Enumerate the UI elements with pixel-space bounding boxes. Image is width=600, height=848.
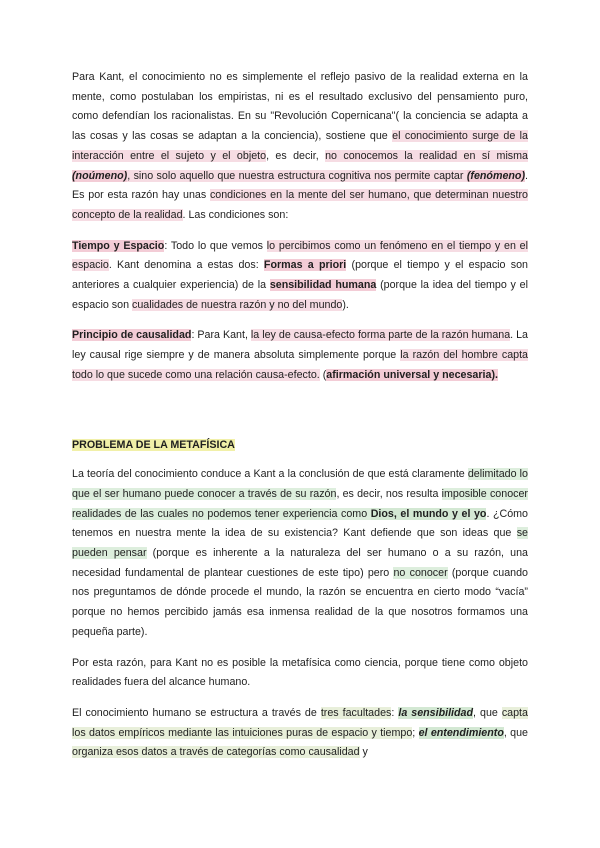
bold-highlight-fenomeno: (fenómeno) — [466, 169, 526, 182]
paragraph-facultades — [72, 704, 528, 763]
text: ( — [319, 368, 327, 381]
highlight-green: tres facultades — [320, 706, 392, 719]
highlight-green: se pueden pensar — [72, 527, 528, 560]
highlight-green: organiza esos datos a través de categorías como causalidad — [72, 746, 360, 759]
highlight-green: delimitado lo que el ser humano puede conocer a través de su razón — [72, 468, 528, 500]
text: . Es por esta razón hay unas — [72, 169, 528, 202]
highlight-green: no conocer — [393, 566, 448, 579]
text: . Kant denomina a estas dos: — [108, 259, 264, 272]
paragraph-conclusion: Por esta razón, para Kant no es posible la metafísica como ciencia, porque tiene como objeto realidades fuera del alcance humano. — [72, 656, 528, 689]
highlight-pink: cualidades de nuestra razón y no del mundo — [132, 298, 343, 311]
text: (porque cuando nos preguntamos de dónde procede el mundo, la razón se encuentra en cierto modo “vacía” porque no hemos percibido jamás esa inmensa realidad de la que nosotros formamos una pequeña parte). — [72, 566, 528, 638]
text: (porque la idea del tiempo y el espacio son — [72, 279, 528, 311]
highlight-pink: no conocemos la realidad en sí misma — [325, 149, 529, 162]
bold-highlight-afirmacion: afirmación universal y necesaria). — [326, 368, 498, 381]
text: , es decir, — [266, 149, 326, 162]
highlight-pink: lo percibimos como un fenómeno en el tiempo y en el espacio — [72, 239, 528, 272]
text: : — [391, 706, 399, 719]
text: ; — [412, 726, 419, 739]
highlight-pink: la razón del hombre capta todo lo que sucede como una relación causa-efecto. — [72, 349, 528, 381]
text: , que — [503, 726, 528, 739]
document-page — [72, 68, 528, 763]
text: ). — [342, 298, 349, 311]
bold-highlight-sensibilidad-humana: sensibilidad humana — [269, 279, 377, 292]
highlight-pink: el conocimiento surge de la interacción entre el sujeto y el objeto — [72, 130, 528, 162]
text: : Para Kant, — [191, 329, 251, 342]
text: . La ley causal rige siempre y de manera absoluta simplemente porque — [72, 329, 529, 362]
highlight-pink: condiciones en la mente del ser humano, que determinan nuestro concepto de la realidad — [72, 189, 528, 221]
paragraph-kant-knowledge — [72, 68, 528, 226]
text: El conocimiento humano se estructura a través de — [72, 706, 321, 719]
text: Para Kant, el conocimiento no es simplemente el reflejo pasivo de la realidad externa en la mente, como postulaban los empiristas, ni es el resultado exclusivo del pensamiento puro, como defendían los racionalistas. En su "Revolución Copernicana"( la conciencia se adapta a las cosas y las cosas se adaptan a la conciencia), sostiene que — [72, 71, 528, 143]
paragraph-metafisica — [72, 465, 528, 642]
highlight-pink: , sino solo aquello que nuestra estructura cognitiva nos permite captar — [127, 169, 467, 182]
highlight-green: imposible conocer realidades de las cuales no podemos tener experiencia como — [72, 487, 528, 520]
text: . ¿Cómo tenemos en nuestra mente la idea de su existencia? Kant defiende que son ideas que — [72, 507, 528, 540]
highlight-green: capta los datos empíricos mediante las intuiciones puras de espacio y tiempo — [72, 706, 528, 739]
text: : Todo lo que vemos — [164, 239, 267, 252]
text: . Las condiciones son: — [182, 208, 289, 221]
section-heading — [72, 436, 528, 456]
bold-highlight-formas-a-priori: Formas a priori — [263, 259, 347, 272]
text: (porque es inherente a la naturaleza del ser humano o a su razón, una necesidad fundamental de plantear cuestiones de este tipo) pero — [72, 547, 528, 579]
bold-highlight-entendimiento: el entendimiento — [418, 726, 504, 739]
text: y — [359, 746, 368, 759]
bold-highlight-dios-mundo-yo: Dios, el mundo y el yo — [370, 507, 487, 520]
bold-highlight-principio-causalidad: Principio de causalidad — [72, 329, 192, 342]
heading-text: PROBLEMA DE LA METAFÍSICA — [72, 438, 235, 451]
highlight-pink: la ley de causa-efecto forma parte de la razón humana — [250, 329, 511, 342]
text: , que — [473, 706, 502, 719]
bold-highlight-tiempo-espacio: Tiempo y Espacio — [72, 239, 165, 252]
paragraph-causalidad — [72, 326, 528, 385]
text: , es decir, nos resulta — [336, 487, 442, 500]
bold-highlight-noumeno: (noúmeno) — [72, 169, 128, 182]
text: (porque el tiempo y el espacio son anteriores a cualquier experiencia) de la — [72, 259, 528, 292]
text: La teoría del conocimiento conduce a Kant a la conclusión de que está claramente — [72, 468, 468, 481]
bold-highlight-sensibilidad: la sensibilidad — [398, 706, 474, 719]
paragraph-tiempo-espacio — [72, 237, 528, 316]
